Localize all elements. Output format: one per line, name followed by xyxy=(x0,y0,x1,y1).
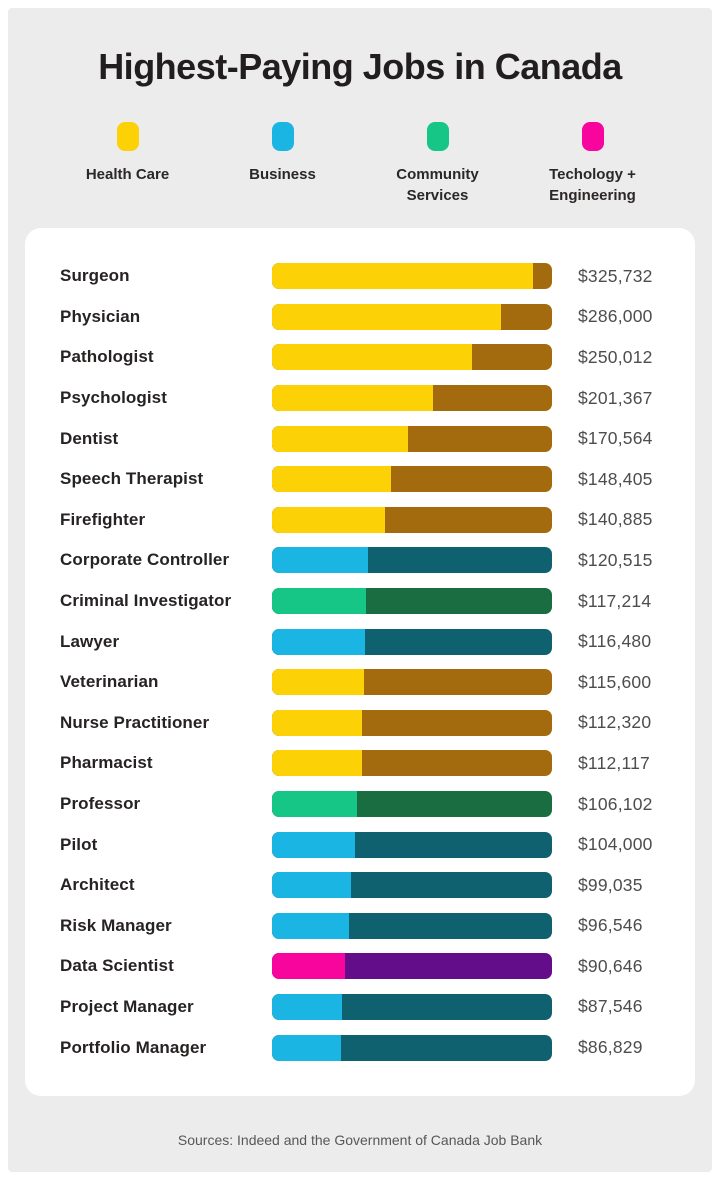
bar-track xyxy=(272,547,552,573)
job-value: $201,367 xyxy=(578,387,653,408)
legend-label: Techology + Engineering xyxy=(549,166,636,204)
bar-track xyxy=(272,426,552,452)
job-value: $112,117 xyxy=(578,752,650,773)
chart-row xyxy=(25,378,695,419)
chart-row xyxy=(25,824,695,865)
bar-fill xyxy=(272,385,433,411)
chart-row xyxy=(25,784,695,825)
job-value: $87,546 xyxy=(578,996,643,1017)
bar-fill xyxy=(272,1035,341,1061)
chart-row xyxy=(25,865,695,906)
job-label: Nurse Practitioner xyxy=(60,712,210,732)
bar-fill xyxy=(272,263,533,289)
job-label: Lawyer xyxy=(60,631,120,651)
bar-fill xyxy=(272,669,364,695)
chart-row xyxy=(25,581,695,622)
bar-fill xyxy=(272,791,357,817)
legend-item-business xyxy=(215,122,350,206)
bar-track xyxy=(272,750,552,776)
job-label: Criminal Investigator xyxy=(60,591,232,611)
bar-fill xyxy=(272,629,365,655)
bar-track xyxy=(272,507,552,533)
bar-track xyxy=(272,629,552,655)
job-value: $117,214 xyxy=(578,590,652,611)
job-value: $104,000 xyxy=(578,834,653,855)
job-label: Architect xyxy=(60,875,135,895)
job-label: Dentist xyxy=(60,428,119,448)
bar-fill xyxy=(272,466,391,492)
legend-swatch-health-care xyxy=(117,122,139,151)
chart-card xyxy=(25,228,695,1096)
chart-row xyxy=(25,662,695,703)
job-label: Speech Therapist xyxy=(60,469,204,489)
job-value: $325,732 xyxy=(578,265,653,286)
chart-row xyxy=(25,418,695,459)
bar-track xyxy=(272,304,552,330)
bar-fill xyxy=(272,426,408,452)
chart-row xyxy=(25,500,695,541)
chart-row xyxy=(25,256,695,297)
legend-item-health-care xyxy=(60,122,195,206)
bar-fill xyxy=(272,913,349,939)
bar-track xyxy=(272,344,552,370)
legend-label: Community Services xyxy=(396,166,479,204)
legend-swatch-technology-engineering xyxy=(582,122,604,151)
job-value: $250,012 xyxy=(578,346,653,367)
job-label: Firefighter xyxy=(60,509,146,529)
job-label: Physician xyxy=(60,306,141,326)
job-label: Veterinarian xyxy=(60,672,159,692)
bar-fill xyxy=(272,750,362,776)
bar-fill xyxy=(272,994,342,1020)
job-label: Pilot xyxy=(60,834,98,854)
chart-row xyxy=(25,1027,695,1068)
job-label: Professor xyxy=(60,794,141,814)
chart-row xyxy=(25,703,695,744)
chart-row xyxy=(25,297,695,338)
job-value: $90,646 xyxy=(578,955,643,976)
job-label: Pathologist xyxy=(60,347,154,367)
job-value: $116,480 xyxy=(578,631,652,652)
job-label: Psychologist xyxy=(60,388,168,408)
job-value: $86,829 xyxy=(578,1037,643,1058)
chart-row xyxy=(25,946,695,987)
chart-row xyxy=(25,621,695,662)
bar-track xyxy=(272,588,552,614)
bar-chart xyxy=(25,228,695,1068)
bar-track xyxy=(272,669,552,695)
legend-label: Health Care xyxy=(85,166,170,183)
chart-row xyxy=(25,743,695,784)
job-label: Surgeon xyxy=(60,266,130,286)
job-label: Pharmacist xyxy=(60,753,153,773)
job-value: $286,000 xyxy=(578,306,653,327)
bar-fill xyxy=(272,507,385,533)
bar-fill xyxy=(272,872,351,898)
bar-fill xyxy=(272,953,345,979)
bar-fill xyxy=(272,832,355,858)
job-label: Data Scientist xyxy=(60,956,174,976)
job-value: $99,035 xyxy=(578,874,643,895)
page-title: Highest-Paying Jobs in Canada xyxy=(98,46,622,87)
job-value: $112,320 xyxy=(578,712,652,733)
bar-fill xyxy=(272,344,472,370)
job-value: $106,102 xyxy=(578,793,653,814)
bar-track xyxy=(272,710,552,736)
job-label: Risk Manager xyxy=(60,915,172,935)
legend-label: Business xyxy=(249,166,316,183)
legend-swatch-community-services xyxy=(427,122,449,151)
bar-fill xyxy=(272,304,501,330)
job-value: $96,546 xyxy=(578,915,643,936)
job-label: Portfolio Manager xyxy=(60,1037,207,1057)
bar-track xyxy=(272,953,552,979)
legend-swatch-business xyxy=(272,122,294,151)
bar-track xyxy=(272,466,552,492)
job-label: Corporate Controller xyxy=(60,550,230,570)
legend-item-technology-engineering xyxy=(525,122,660,206)
job-value: $148,405 xyxy=(578,468,653,489)
bar-track xyxy=(272,913,552,939)
chart-row xyxy=(25,540,695,581)
bar-track xyxy=(272,263,552,289)
chart-row xyxy=(25,459,695,500)
chart-row xyxy=(25,906,695,947)
bar-fill xyxy=(272,710,362,736)
bar-track xyxy=(272,385,552,411)
bar-track xyxy=(272,832,552,858)
job-value: $170,564 xyxy=(578,428,653,449)
legend-item-community-services xyxy=(370,122,505,206)
bar-track xyxy=(272,872,552,898)
chart-row xyxy=(25,337,695,378)
bar-fill xyxy=(272,588,366,614)
bar-track xyxy=(272,1035,552,1061)
bar-fill xyxy=(272,547,368,573)
job-value: $115,600 xyxy=(578,671,652,692)
bar-track xyxy=(272,994,552,1020)
bar-track xyxy=(272,791,552,817)
job-value: $120,515 xyxy=(578,549,653,570)
job-label: Project Manager xyxy=(60,996,194,1016)
legend xyxy=(60,122,660,206)
chart-row xyxy=(25,987,695,1028)
sources-note: Sources: Indeed and the Government of Canada Job Bank xyxy=(177,1132,543,1148)
job-value: $140,885 xyxy=(578,509,653,530)
